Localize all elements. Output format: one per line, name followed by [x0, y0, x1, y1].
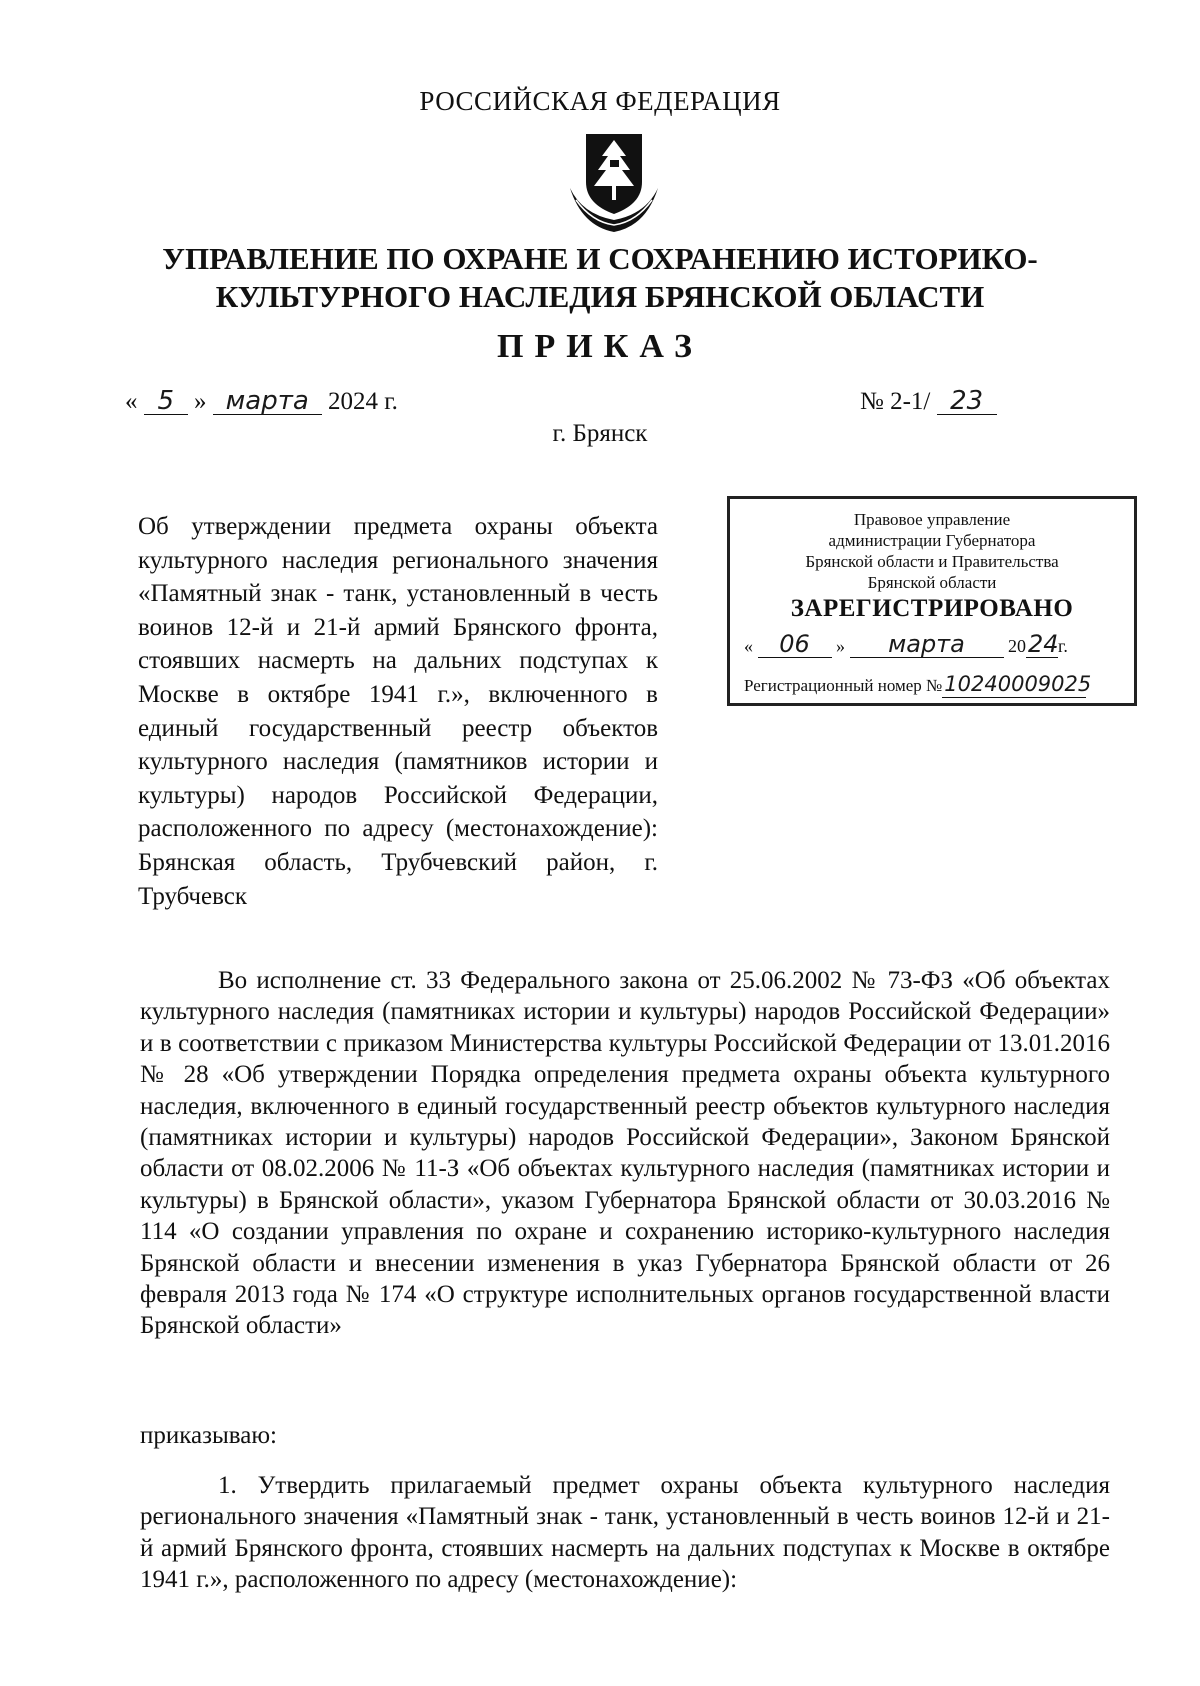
handwritten-month: марта: [213, 388, 322, 415]
stamp-handwritten-day: 06: [758, 631, 832, 658]
date-open-quote: «: [125, 388, 138, 415]
registration-stamp: [727, 496, 1137, 706]
organization-name-line2: КУЛЬТУРНОГО НАСЛЕДИЯ БРЯНСКОЙ ОБЛАСТИ: [215, 279, 985, 314]
organization-name: [0, 240, 1200, 316]
stamp-registration-number: [744, 671, 1092, 698]
order-date: [125, 388, 398, 416]
stamp-org-line2: администрации Губернатора: [828, 531, 1036, 550]
date-year: 2024 г.: [328, 388, 398, 415]
stamp-status: ЗАРЕГИСТРИРОВАНО: [790, 595, 1074, 622]
organization-name-line1: УПРАВЛЕНИЕ ПО ОХРАНЕ И СОХРАНЕНИЮ ИСТОРИКО-: [162, 241, 1038, 276]
stamp-org-line4: Брянской области: [867, 573, 997, 592]
stamp-date-open-quote: «: [744, 636, 753, 656]
stamp-org-line1: Правовое управление: [853, 510, 1011, 529]
document-type: ПРИКАЗ: [497, 328, 703, 365]
handwritten-order-number: 23: [937, 388, 997, 415]
stamp-date-close-quote: »: [836, 636, 845, 656]
date-close-quote: »: [194, 388, 207, 415]
stamp-handwritten-year: 24: [1028, 630, 1059, 658]
stamp-year-prefix: 20: [1008, 636, 1026, 656]
coat-of-arms-icon: [566, 130, 662, 236]
order-word: приказываю:: [140, 1422, 277, 1449]
stamp-handwritten-month: марта: [850, 631, 1004, 658]
order-item-1: 1. Утвердить прилагаемый предмет охраны объекта культурного наследия регионального значения «Памятный знак - танк, установленный в честь воинов 12-й и 21-й армий Брянского фронта, стоявших насмерть на дальних подступах к Москве в октябре 1941 г.», расположенного по адресу (местонахождение):: [140, 1472, 1110, 1594]
stamp-org-line3: Брянской области и Правительства: [805, 552, 1059, 571]
stamp-date: [744, 631, 1068, 658]
stamp-year-g: г.: [1058, 636, 1068, 656]
preamble-paragraph: Во исполнение ст. 33 Федерального закона от 25.06.2002 № 73-ФЗ «Об объектах культурного наследия (памятниках истории и культуры) народов Российской Федерации» и в соответствии с приказом Министерства культуры Российской Федерации от 13.01.2016 № 28 «Об утверждении Порядка определения предмета охраны объекта культурного наследия, включенного в единый государственный реестр объектов культурного наследия (памятниках истории и культуры) народов Российской Федерации», Законом Брянской области от 08.02.2006 № 11-З «Об объектах культурного наследия (памятниках истории и культуры) в Брянской области», указом Губернатора Брянской области от 30.03.2016 № 114 «О создании управления по охране и сохранению историко-культурного наследия Брянской области и внесении изменения в указ Губернатора Брянской области от 26 февраля 2013 года № 174 «О структуре исполнительных органов государственной власти Брянской области»: [140, 967, 1110, 1340]
stamp-reg-label: Регистрационный номер №: [744, 676, 943, 695]
order-number-prefix: № 2-1/: [860, 388, 931, 415]
order-number: [860, 388, 997, 416]
stamp-organization: [730, 509, 1134, 593]
order-subject: Об утверждении предмета охраны объекта культурного наследия регионального значения «Памятный знак - танк, установленный в честь воинов 12-й и 21-й армий Брянского фронта, стоявших насмерть на дальних подступах к Москве в октябре 1941 г.», включенного в единый государственный реестр объектов культурного наследия (памятников истории и культуры) народов Российской Федерации, расположенного по адресу (местонахождение): Брянская область, Трубчевский район, г. Трубчевск: [138, 513, 658, 910]
stamp-handwritten-reg-number: 10240009025: [944, 672, 1092, 696]
city-line: г. Брянск: [552, 420, 648, 447]
country-heading: РОССИЙСКАЯ ФЕДЕРАЦИЯ: [419, 86, 781, 116]
handwritten-day: 5: [144, 388, 188, 415]
